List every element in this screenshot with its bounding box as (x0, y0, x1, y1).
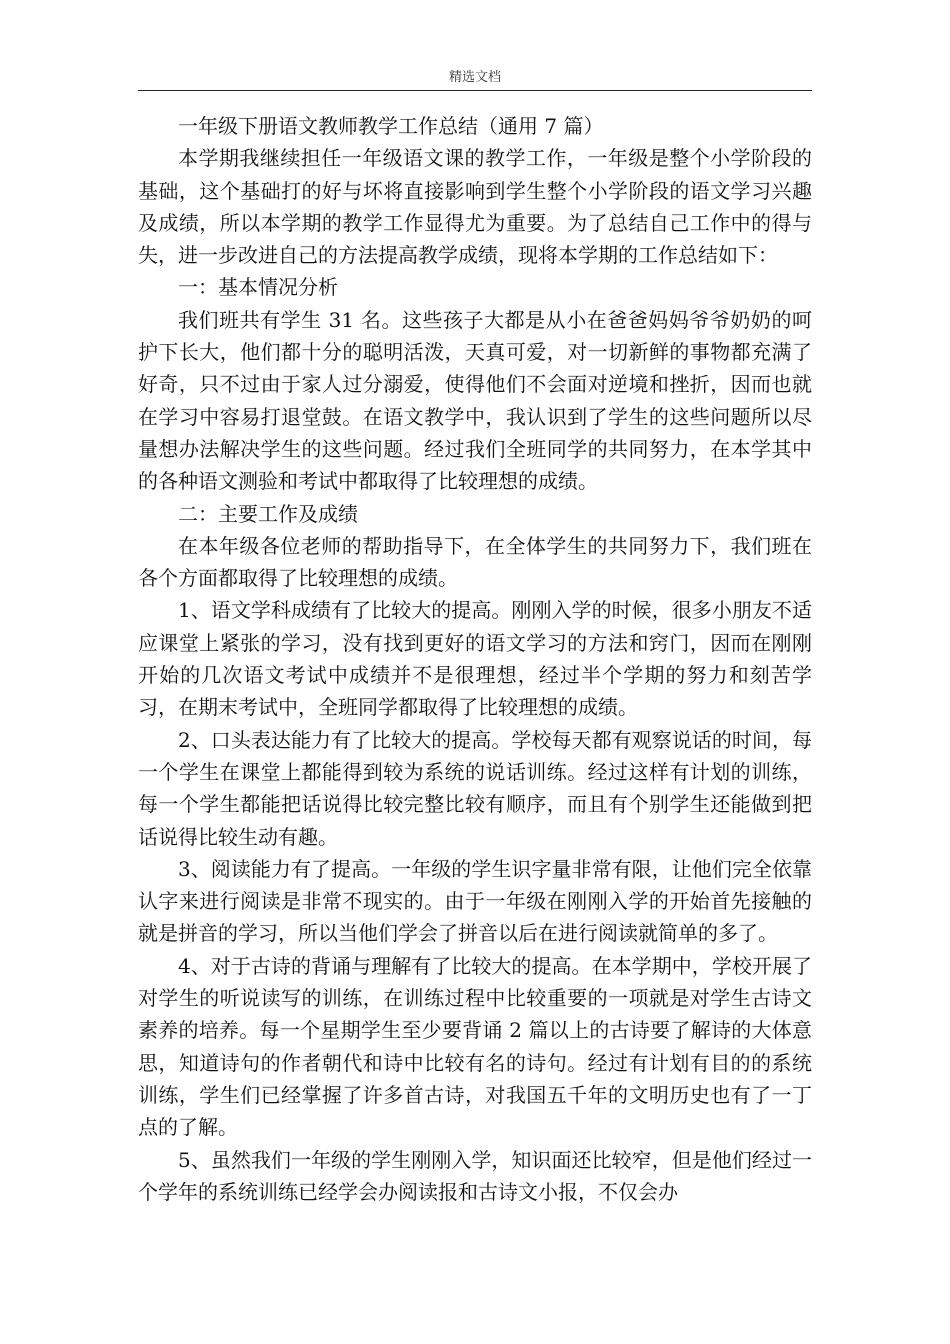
page-header-label: 精选文档 (448, 70, 501, 85)
paragraph-intro: 本学期我继续担任一年级语文课的教学工作，一年级是整个小学阶段的基础，这个基础打的好与坏将直接影响到学生整个小学阶段的语文学习兴趣及成绩，所以本学期的教学工作显得尤为重要。为了总结自己工作中的得与失，进一步改进自己的方法提高教学成绩，现将本学期的工作总结如下： (138, 146, 812, 268)
paragraph-item-2: 2、口头表达能力有了比较大的提高。学校每天都有观察说话的时间，每一个学生在课堂上都能得到较为系统的说话训练。经过这样有计划的训练，每一个学生都能把话说得比较完整比较有顺序，而且有个别学生还能做到把话说得比较生动有趣。 (138, 727, 812, 849)
paragraph-item-5: 5、虽然我们一年级的学生刚刚入学，知识面还比较窄，但是他们经过一个学年的系统训练已经学会办阅读报和古诗文小报，不仅会办 (138, 1147, 812, 1204)
document-body (138, 110, 812, 1208)
section-heading-main-work: 二：主要工作及成绩 (178, 501, 358, 526)
paragraph-class-situation: 我们班共有学生 31 名。这些孩子大都是从小在爸爸妈妈爷爷奶奶的呵护下长大，他们都十分的聪明活泼，天真可爱，对一切新鲜的事物都充满了好奇，只不过由于家人过分溺爱，使得他们不会面对逆境和挫折，因而也就在学习中容易打退堂鼓。在语文教学中，我认识到了学生的这些问题所以尽量想办法解决学生的这些问题。经过我们全班同学的共同努力，在本学其中的各种语文测验和考试中都取得了比较理想的成绩。 (138, 307, 812, 494)
header-divider (138, 90, 812, 91)
document-title: 一年级下册语文教师教学工作总结（通用 7 篇） (178, 114, 604, 138)
paragraph-item-4: 4、对于古诗的背诵与理解有了比较大的提高。在本学期中，学校开展了对学生的听说读写的训练，在训练过程中比较重要的一项就是对学生古诗文素养的培养。每一个星期学生至少要背诵 2 篇以上的古诗要了解诗的大体意思，知道诗句的作者朝代和诗中比较有名的诗句。经过有计划有目的的系统训练，学生们已经掌握了许多首古诗，对我国五千年的文明历史也有了一丁点的了解。 (138, 953, 812, 1140)
paragraph-item-1: 1、语文学科成绩有了比较大的提高。刚刚入学的时候，很多小朋友不适应课堂上紧张的学习，没有找到更好的语文学习的方法和窍门，因而在刚刚开始的几次语文考试中成绩并不是很理想，经过半个学期的努力和刻苦学习，在期末考试中，全班同学都取得了比较理想的成绩。 (138, 598, 812, 720)
paragraph-item-3: 3、阅读能力有了提高。一年级的学生识字量非常有限，让他们完全依靠认字来进行阅读是非常不现实的。由于一年级在刚刚入学的开始首先接触的就是拼音的学习，所以当他们学会了拼音以后在进行阅读就简单的多了。 (138, 856, 812, 946)
section-heading-basic-analysis: 一：基本情况分析 (178, 275, 338, 300)
paragraph-overview: 在本年级各位老师的帮助指导下，在全体学生的共同努力下，我们班在各个方面都取得了比较理想的成绩。 (138, 533, 812, 591)
